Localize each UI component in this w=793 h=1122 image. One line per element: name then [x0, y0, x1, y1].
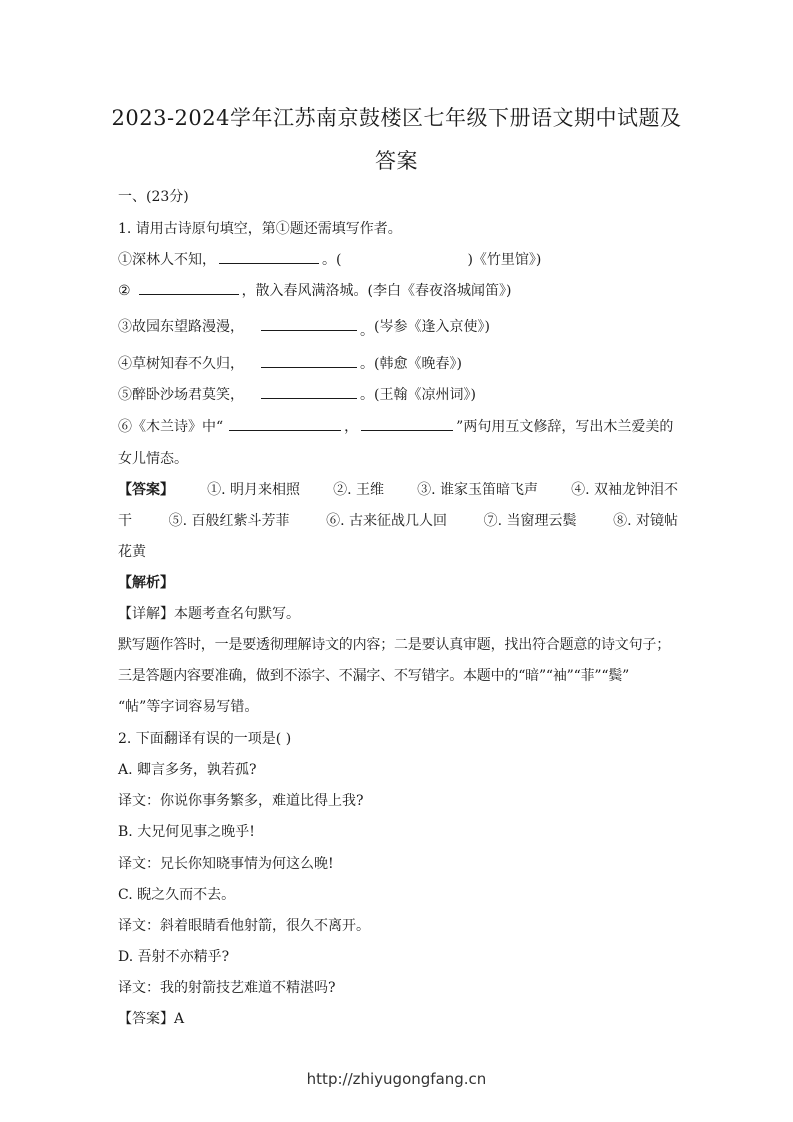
answer-line-1 — [118, 479, 678, 499]
option-d: D. 吾射不亦精乎? — [118, 949, 230, 965]
detail-text: 【详解】本题考查名句默写。 — [118, 606, 300, 622]
answer-blank[interactable] — [361, 418, 453, 431]
answer-blank[interactable] — [261, 355, 357, 368]
item-text: ② — [118, 283, 131, 299]
answer-item: ④. 双袖龙钟泪不 — [571, 482, 678, 498]
question-1-item-1 — [118, 249, 678, 269]
question-1-prompt: 1. 请用古诗原句填空，第①题还需填写作者。 — [118, 221, 402, 237]
footer-url[interactable]: http://zhiyugongfang.cn — [306, 1070, 487, 1088]
item-text: 。(韩愈《晚春》) — [360, 356, 462, 372]
answer-item: ①. 明月来相照 — [207, 482, 300, 498]
explain-text: “帖”等字词容易写错。 — [118, 699, 259, 715]
item-text: ④草树知春不久归， — [118, 356, 244, 372]
answer-item: ③. 谁家玉笛暗飞声 — [417, 482, 538, 498]
answer-label: 【答案】 — [118, 482, 174, 498]
item-text: 。( — [322, 252, 342, 268]
answer-item: ⑧. 对镜帖 — [613, 513, 678, 529]
question-2-answer: 【答案】A — [118, 1011, 185, 1027]
title-line-1: 2023-2024学年江苏南京鼓楼区七年级下册语文期中试题及 — [111, 106, 682, 130]
question-1-item-2 — [118, 280, 678, 300]
item-text: ⑥《木兰诗》中“ — [118, 419, 224, 435]
section-heading: 一、(23分) — [118, 189, 189, 205]
answer-blank[interactable] — [139, 282, 239, 295]
option-c: C. 睨之久而不去。 — [118, 887, 236, 903]
item-text: )《竹里馆》) — [467, 252, 542, 268]
answer-blank[interactable] — [261, 318, 357, 331]
item-text: 。(王翰《凉州词》) — [360, 387, 476, 403]
answer-blank[interactable] — [219, 251, 319, 264]
question-1-item-3 — [118, 316, 678, 339]
option-c-translation: 译文：斜着眼睛看他射箭，很久不离开。 — [118, 918, 370, 934]
answer-item: ②. 王维 — [333, 482, 384, 498]
author-blank[interactable] — [344, 252, 464, 264]
question-2-prompt: 2. 下面翻译有误的一项是( ) — [118, 731, 292, 747]
option-a-translation: 译文：你说你事务繁多，难道比得上我? — [118, 793, 364, 809]
item-text: ，散入春风满洛城。(李白《春夜洛城闻笛》) — [241, 283, 512, 299]
item-text: 。 — [360, 323, 374, 339]
answer-line-3: 花黄 — [118, 544, 146, 560]
option-d-translation: 译文：我的射箭技艺难道不精湛吗? — [118, 980, 336, 996]
answer-item: ⑤. 百般红紫斗芳菲 — [168, 513, 290, 529]
option-b: B. 大兄何见事之晚乎! — [118, 824, 255, 840]
option-b-translation: 译文：兄长你知晓事情为何这么晚! — [118, 856, 334, 872]
question-1-item-5 — [118, 384, 678, 404]
answer-line-2 — [118, 510, 678, 530]
item-text: (岑参《逢入京使》) — [374, 319, 490, 335]
answer-blank[interactable] — [229, 418, 341, 431]
explain-text: 三是答题内容要准确，做到不添字、不漏字、不写错字。本题中的“暗”“袖”“菲”“鬓” — [118, 668, 630, 684]
answer-blank[interactable] — [261, 386, 357, 399]
answer-item: ⑥. 古来征战几人回 — [326, 513, 447, 529]
analysis-label: 【解析】 — [118, 575, 174, 591]
answer-item: ⑦. 当窗理云鬓 — [483, 513, 577, 529]
question-1-item-4 — [118, 353, 678, 373]
item-text: ”两句用互文修辞，写出木兰爱美的 — [456, 419, 674, 435]
item-text: ， — [344, 419, 359, 435]
title-line-2: 答案 — [375, 149, 418, 173]
item-text: ⑤醉卧沙场君莫笑， — [118, 387, 244, 403]
item-text: ③故园东望路漫漫， — [118, 319, 244, 335]
explain-text: 默写题作答时，一是要透彻理解诗文的内容；二是要认真审题，找出符合题意的诗文句子； — [118, 637, 670, 653]
answer-item: 干 — [118, 513, 132, 529]
item-text: ①深林人不知， — [118, 252, 216, 268]
option-a: A. 卿言多务，孰若孤? — [118, 762, 257, 778]
question-1-item-6-continued: 女儿情态。 — [118, 451, 188, 467]
question-1-item-6 — [118, 416, 678, 436]
